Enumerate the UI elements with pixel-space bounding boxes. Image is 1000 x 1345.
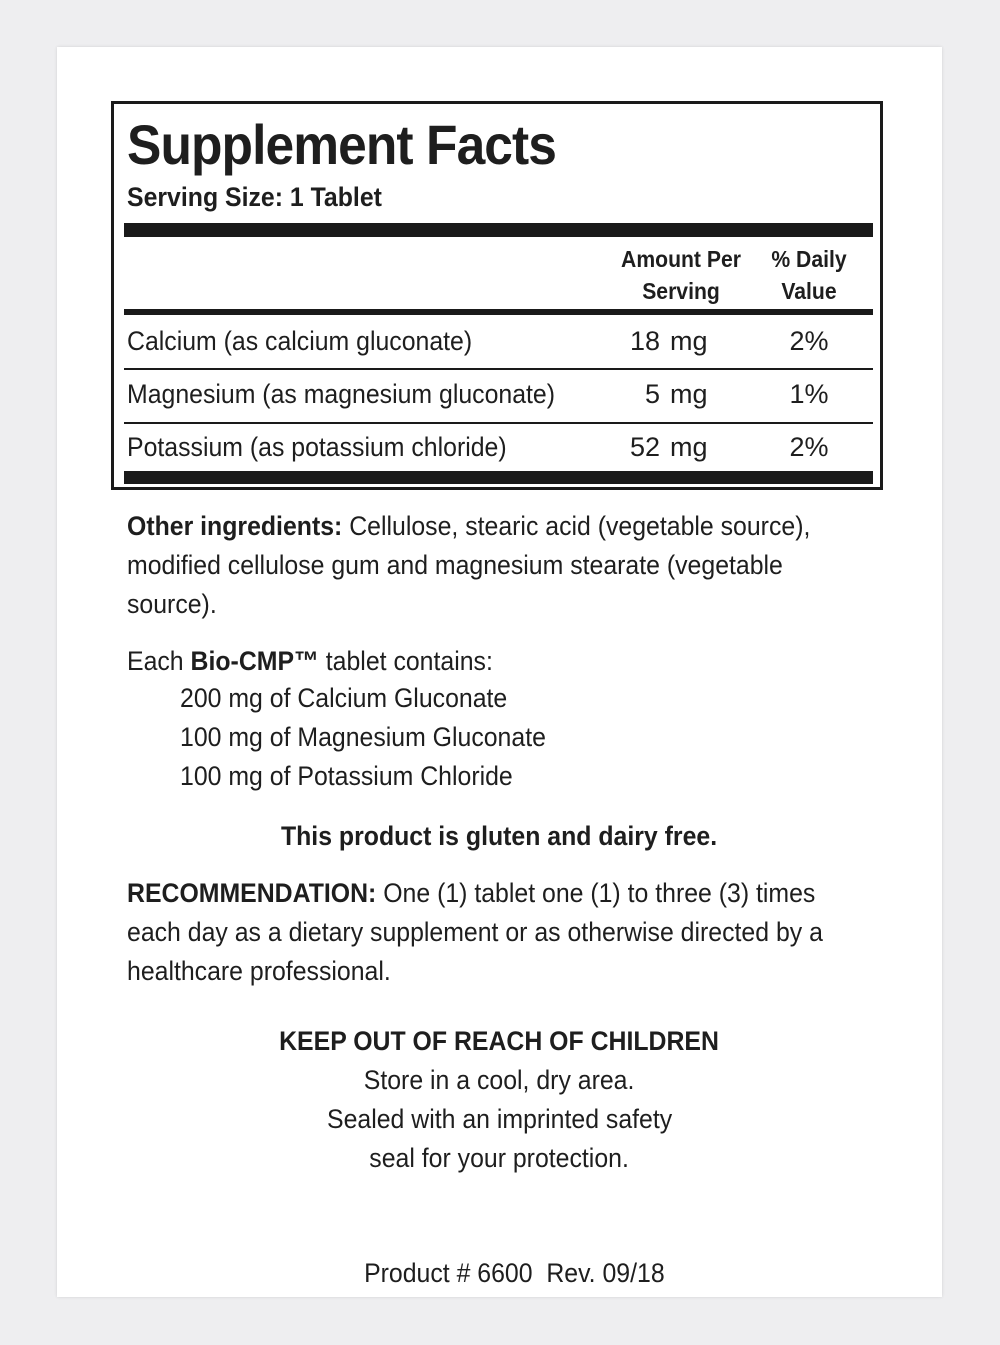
seal-text-2: seal for your protection. xyxy=(369,1143,630,1173)
supplement-facts-panel xyxy=(111,101,883,490)
tablet-content-item: 200 mg of Calcium Gluconate xyxy=(180,683,508,713)
nutrient-name: Calcium (as calcium gluconate) xyxy=(127,326,473,356)
other-ingredients-text: Cellulose, stearic acid (vegetable source), modified cellulose gum and magnesium stearate (vegetable source). xyxy=(127,511,811,619)
product-number-text: Product # 6600 Rev. 09/18 xyxy=(364,1258,665,1288)
label-card xyxy=(57,47,942,1297)
amount-header-line2: Serving xyxy=(642,278,720,304)
nutrient-unit: mg xyxy=(670,326,708,356)
tablet-content-item: 100 mg of Potassium Chloride xyxy=(180,761,513,791)
thick-divider xyxy=(124,223,873,237)
nutrient-daily-value: 2% xyxy=(789,432,829,462)
tablet-contents-prefix: Each xyxy=(127,646,184,676)
storage-text: Store in a cool, dry area. xyxy=(364,1065,635,1095)
seal-text-1: Sealed with an imprinted safety xyxy=(326,1104,673,1134)
facts-title: Supplement Facts xyxy=(127,113,557,176)
dv-header-line2: Value xyxy=(781,278,837,304)
other-ingredients-label: Other ingredients: xyxy=(127,511,343,541)
storage-instruction xyxy=(57,1061,942,1100)
recommendation xyxy=(127,874,863,991)
amount-per-serving-header xyxy=(607,243,754,307)
dv-header-line1: % Daily xyxy=(771,246,847,272)
nutrient-amount: 52 xyxy=(629,432,660,462)
brand-name: Bio-CMP™ xyxy=(190,646,319,676)
header-divider xyxy=(124,309,873,315)
gluten-dairy-statement xyxy=(57,817,942,856)
row-divider xyxy=(124,368,873,370)
nutrient-amount: 18 xyxy=(629,326,660,356)
daily-value-header xyxy=(758,243,859,307)
recommendation-label: RECOMMENDATION: xyxy=(127,878,377,908)
seal-notice-line1 xyxy=(57,1100,942,1139)
product-number xyxy=(57,1215,942,1332)
tablet-contents-intro xyxy=(127,642,863,681)
nutrient-amount: 5 xyxy=(644,379,660,409)
tablet-contents-suffix: tablet contains: xyxy=(325,646,493,676)
recommendation-text: One (1) tablet one (1) to three (3) times each day as a dietary supplement or as otherwise directed by a healthcare professional. xyxy=(127,878,823,986)
nutrient-unit: mg xyxy=(670,379,708,409)
nutrient-daily-value: 2% xyxy=(789,326,829,356)
nutrient-daily-value: 1% xyxy=(789,379,829,409)
amount-header-line1: Amount Per xyxy=(621,246,741,272)
row-divider xyxy=(124,422,873,424)
gluten-dairy-text: This product is gluten and dairy free. xyxy=(281,821,718,851)
nutrient-name: Magnesium (as magnesium gluconate) xyxy=(127,379,556,409)
thick-divider-bottom xyxy=(124,471,873,484)
other-ingredients xyxy=(127,507,863,624)
nutrient-unit: mg xyxy=(670,432,708,462)
keep-out-text: KEEP OUT OF REACH OF CHILDREN xyxy=(279,1026,720,1056)
keep-out-warning xyxy=(57,1022,942,1061)
serving-size: Serving Size: 1 Tablet xyxy=(127,182,382,212)
seal-notice-line2 xyxy=(57,1139,942,1178)
nutrient-name: Potassium (as potassium chloride) xyxy=(127,432,507,462)
tablet-content-item: 100 mg of Magnesium Gluconate xyxy=(180,722,546,752)
